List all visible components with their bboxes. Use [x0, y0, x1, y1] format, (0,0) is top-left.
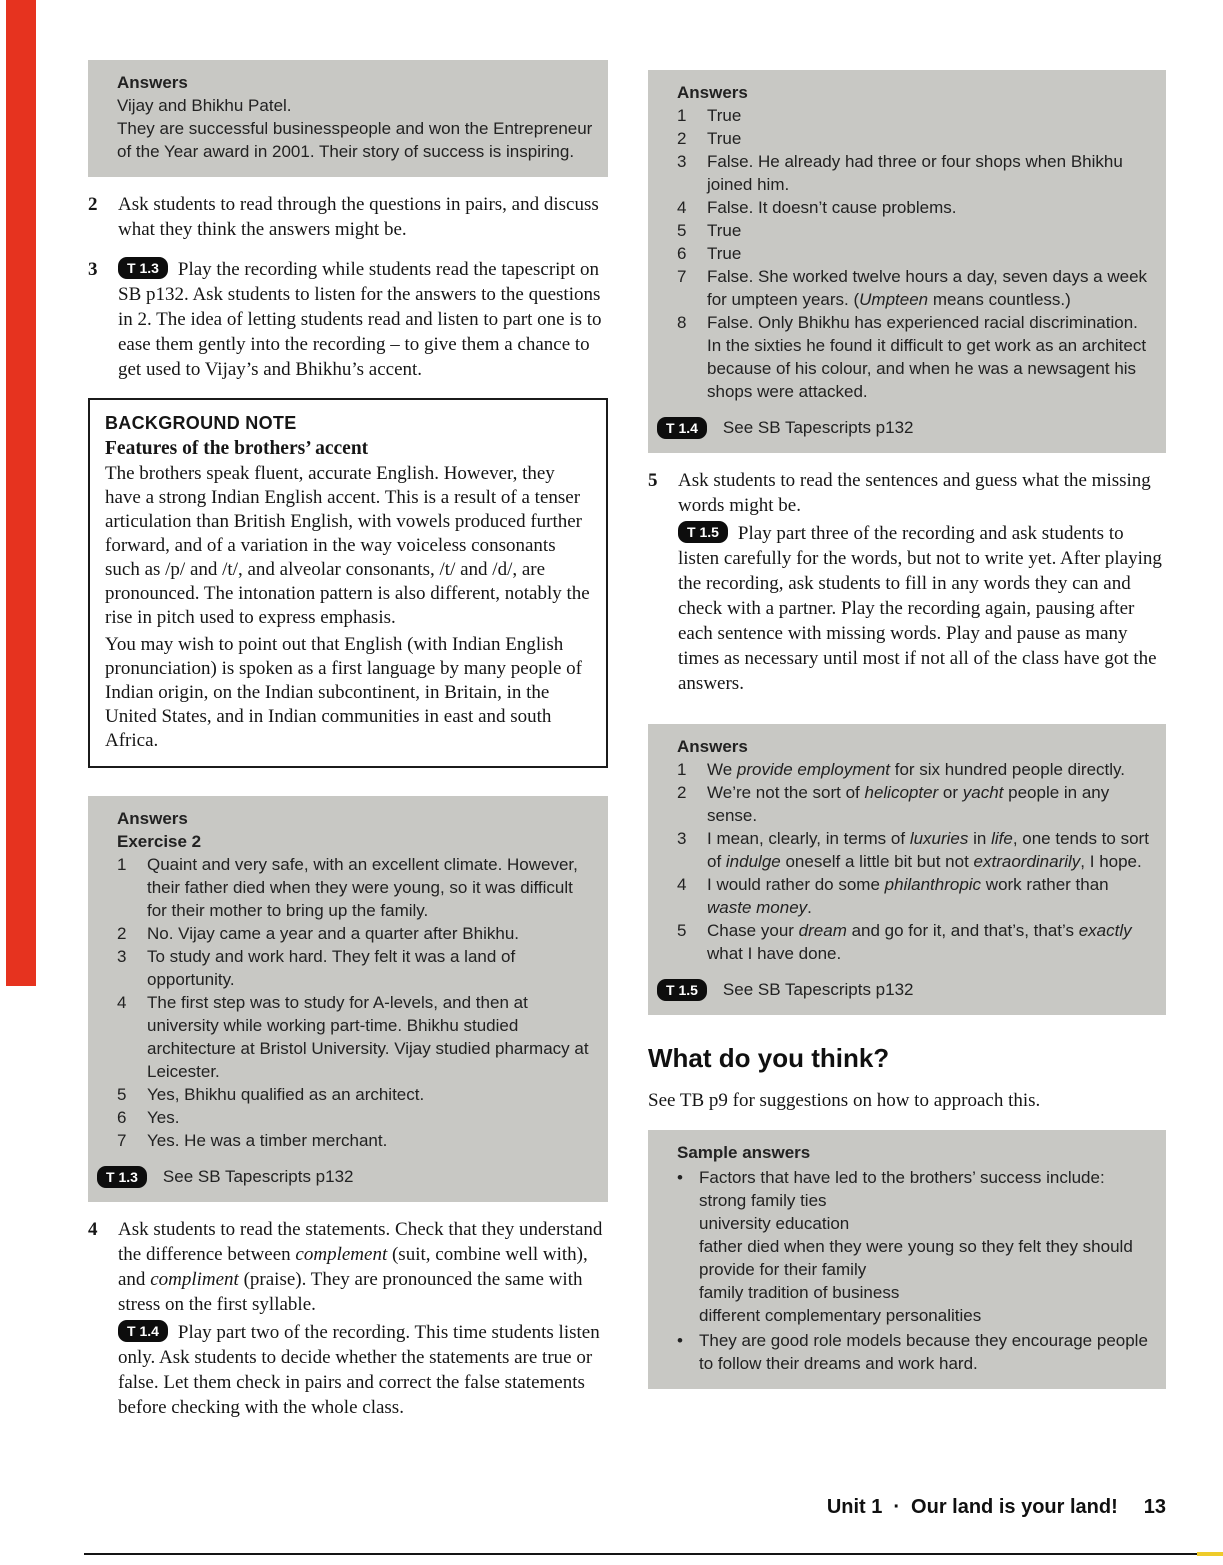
step-text	[678, 468, 1166, 696]
step-number: 2	[88, 194, 98, 215]
background-note-box	[88, 398, 608, 768]
tape-reference-text: See SB Tapescripts p132	[722, 980, 914, 999]
answer-item	[677, 311, 1152, 403]
answer-text: Yes, Bhikhu qualified as an architect.	[147, 1085, 425, 1104]
answer-item	[117, 1129, 594, 1152]
footer-separator-dot: ·	[893, 1496, 901, 1518]
answer-item	[677, 127, 1152, 150]
answer-text: True	[707, 221, 742, 240]
answer-number: 1	[677, 106, 687, 125]
answers-list	[117, 853, 594, 1152]
sample-answers-list	[677, 1166, 1152, 1375]
italic-term: life	[991, 829, 1013, 848]
italic-term: dream	[798, 921, 847, 940]
step-text	[118, 1217, 608, 1420]
tapescript-reference	[657, 416, 1152, 439]
footer-page-number: 13	[1143, 1496, 1166, 1518]
bullet-sub-line: different complementary personalities	[699, 1306, 982, 1325]
answer-item	[117, 991, 594, 1083]
paragraph: T 1.4 Play part two of the recording. This time students listen only. Ask students to decide whether the statements are true or false. Let them check in pairs and correct the false statements before checking with the whole class.	[118, 1322, 600, 1418]
answer-text: Quaint and very safe, with an excellent climate. However, their father died when they were young, so it was difficult for their mother to bring up the family.	[147, 855, 578, 920]
answer-number: 2	[117, 924, 127, 943]
answers-title: Answers	[677, 737, 748, 756]
answer-number: 7	[677, 267, 687, 286]
answer-number: 1	[677, 760, 687, 779]
paragraph: The brothers speak fluent, accurate English. However, they have a strong Indian English accent. This is a result of a tenser articulation than British English, with vowels produced further forward, and of a variation in the way voiceless consonants such as /p/ and /t/, and alveolar consonants, /t/ and /d/, are pronounced. The intonation pattern is also different, notably the rise in pitch used to express emphasis.	[105, 463, 590, 628]
tape-badge: T 1.5	[678, 521, 728, 543]
italic-term: compliment	[150, 1269, 239, 1290]
answer-number: 8	[677, 313, 687, 332]
teaching-step-4	[88, 1217, 608, 1420]
tapescript-reference	[657, 978, 1152, 1001]
tape-reference-text: See SB Tapescripts p132	[162, 1167, 354, 1186]
answers-box-true-false	[648, 70, 1166, 453]
answer-number: 7	[117, 1131, 127, 1150]
teaching-step-3	[88, 257, 608, 382]
answer-number: 3	[117, 947, 127, 966]
answer-text: False. He already had three or four shops when Bhikhu joined him.	[707, 152, 1123, 194]
bullet-sub-line: family tradition of business	[699, 1283, 900, 1302]
answer-line: Vijay and Bhikhu Patel.	[117, 96, 292, 115]
answer-item	[677, 219, 1152, 242]
teaching-step-5	[648, 468, 1166, 696]
italic-term: helicopter	[864, 783, 939, 802]
bullet-text	[699, 1166, 1152, 1327]
answer-text: To study and work hard. They felt it was a land of opportunity.	[147, 947, 516, 989]
answer-item	[117, 922, 594, 945]
footer-unit-label: Unit 1	[826, 1496, 883, 1518]
answers-title: Answers	[117, 73, 188, 92]
answers-box-exercise-2	[88, 796, 608, 1202]
answers-title: Answers	[117, 809, 188, 828]
answer-number: 5	[677, 921, 687, 940]
answers-box-lead-in	[88, 60, 608, 177]
answers-list	[677, 104, 1152, 403]
answer-text: Chase your dream and go for it, and that’s, that’s exactly what I have done.	[707, 921, 1132, 963]
answer-number: 4	[677, 875, 687, 894]
answer-item	[677, 781, 1152, 827]
answer-text: We provide employment for six hundred people directly.	[707, 760, 1125, 779]
paragraph: Ask students to read the sentences and guess what the missing words might be.	[678, 470, 1151, 516]
answer-item	[117, 1083, 594, 1106]
answer-item	[677, 873, 1152, 919]
answer-number: 1	[117, 855, 127, 874]
answer-number: 3	[677, 829, 687, 848]
answer-text: False. Only Bhikhu has experienced racial discrimination. In the sixties he found it difficult to get work as an architect because of his colour, and when he was a newsagent his shops were attacked.	[707, 313, 1147, 401]
answer-text: I mean, clearly, in terms of luxuries in life, one tends to sort of indulge oneself a little bit but not extraordinarily, I hope.	[707, 829, 1149, 871]
right-column	[648, 60, 1166, 1420]
answer-item	[677, 104, 1152, 127]
answer-number: 6	[677, 244, 687, 263]
bullet-icon: •	[677, 1168, 683, 1187]
answer-number: 6	[117, 1108, 127, 1127]
left-column	[88, 60, 608, 1420]
content-columns	[88, 60, 1166, 1420]
bullet-lead: They are good role models because they encourage people to follow their dreams and work hard.	[699, 1331, 1148, 1373]
answer-text: No. Vijay came a year and a quarter after Bhikhu.	[147, 924, 519, 943]
answer-number: 2	[677, 783, 687, 802]
bullet-item	[677, 1166, 1152, 1327]
step-number: 5	[648, 470, 658, 491]
paragraph: Ask students to read the statements. Check that they understand the difference between complement (suit, combine well with), and compliment (praise). They are pronounced the same with stress on the first syllable.	[118, 1219, 603, 1315]
paragraph: T 1.3 Play the recording while students read the tapescript on SB p132. Ask students to listen for the answers to the questions in 2. The idea of letting students read and listen to part one is to ease them gently into the recording – to give them a chance to get used to Vijay’s and Bhikhu’s accent.	[118, 259, 602, 380]
tapescript-reference	[97, 1165, 594, 1188]
answer-text: Yes.	[147, 1108, 180, 1127]
yellow-tick	[1197, 1552, 1223, 1556]
answer-number: 2	[677, 129, 687, 148]
step-number: 4	[88, 1219, 98, 1240]
step-text	[118, 257, 608, 382]
answer-item	[677, 196, 1152, 219]
bottom-rule	[84, 1553, 1223, 1555]
answers-subtitle: Exercise 2	[117, 832, 202, 851]
italic-term: complement	[295, 1244, 388, 1265]
bullet-item	[677, 1329, 1152, 1375]
answer-text: True	[707, 129, 742, 148]
tape-reference-text: See SB Tapescripts p132	[722, 418, 914, 437]
answer-text: We’re not the sort of helicopter or yacht people in any sense.	[707, 783, 1110, 825]
italic-term: indulge	[725, 852, 781, 871]
answer-item	[677, 919, 1152, 965]
background-note-text	[105, 462, 591, 753]
bullet-icon: •	[677, 1331, 683, 1350]
answer-text: Yes. He was a timber merchant.	[147, 1131, 388, 1150]
italic-term: extraordinarily	[973, 852, 1081, 871]
italic-term: philanthropic	[884, 875, 982, 894]
answer-number: 4	[117, 993, 127, 1012]
background-note-subheading: Features of the brothers’ accent	[105, 438, 369, 459]
italic-term: luxuries	[909, 829, 969, 848]
answer-text: True	[707, 106, 742, 125]
see-tb-note: See TB p9 for suggestions on how to approach this.	[648, 1090, 1041, 1111]
teaching-step-2	[88, 192, 608, 242]
what-do-you-think-heading: What do you think?	[648, 1043, 890, 1073]
answer-item	[117, 945, 594, 991]
italic-term: waste money	[707, 898, 808, 917]
answer-number: 3	[677, 152, 687, 171]
paragraph: You may wish to point out that English (with Indian English pronunciation) is spoken as a first language by many people of Indian origin, on the Indian subcontinent, in Britain, in the United States, and in Indian communities in east and south Africa.	[105, 634, 582, 751]
tape-badge-t14: T 1.4	[657, 417, 707, 439]
footer-unit-title: Our land is your land!	[911, 1496, 1118, 1518]
bullet-sub-line: strong family ties	[699, 1191, 827, 1210]
bullet-sub-line: father died when they were young so they felt they should provide for their family	[699, 1237, 1133, 1279]
answers-list	[677, 758, 1152, 965]
answer-item	[677, 758, 1152, 781]
bullet-sub-line: university education	[699, 1214, 850, 1233]
italic-term: yacht	[962, 783, 1004, 802]
answers-box-missing-words	[648, 724, 1166, 1015]
tape-badge-t15: T 1.5	[657, 979, 707, 1001]
sample-answers-title: Sample answers	[677, 1143, 811, 1162]
bullet-lead: Factors that have led to the brothers’ success include:	[699, 1168, 1105, 1187]
answer-item	[117, 853, 594, 922]
answer-text: False. It doesn’t cause problems.	[707, 198, 957, 217]
paragraph: T 1.5 Play part three of the recording and ask students to listen carefully for the words, but not to write yet. After playing the recording, ask students to fill in any words they can and check with a partner. Play the recording again, pausing after each sentence with missing words. Play and pause as many times as necessary until most if not all of the class have got the answers.	[678, 523, 1162, 694]
bullet-text	[699, 1329, 1152, 1375]
red-margin-bar	[6, 0, 36, 986]
answer-text: The first step was to study for A-levels, and then at university while working part-time. Bhikhu studied architecture at Bristol University. Vijay studied pharmacy at Leicester.	[147, 993, 589, 1081]
answers-title: Answers	[677, 83, 748, 102]
page-footer	[827, 1496, 1166, 1519]
italic-term: provide employment	[736, 760, 890, 779]
answer-number: 5	[117, 1085, 127, 1104]
answer-item	[677, 242, 1152, 265]
answer-number: 5	[677, 221, 687, 240]
answer-number: 4	[677, 198, 687, 217]
step-text	[118, 192, 608, 242]
answer-item	[677, 827, 1152, 873]
answer-item	[117, 1106, 594, 1129]
paragraph: Ask students to read through the questions in pairs, and discuss what they think the answers might be.	[118, 194, 599, 240]
answer-text: I would rather do some philanthropic work rather than waste money.	[707, 875, 1109, 917]
tape-badge: T 1.3	[118, 257, 168, 279]
background-note-heading: BACKGROUND NOTE	[105, 413, 297, 433]
answer-item	[677, 265, 1152, 311]
answer-item	[677, 150, 1152, 196]
tape-badge: T 1.4	[118, 1320, 168, 1342]
answer-text: False. She worked twelve hours a day, seven days a week for umpteen years. (Umpteen means countless.)	[707, 267, 1148, 309]
tape-badge-t13: T 1.3	[97, 1166, 147, 1188]
answer-line: They are successful businesspeople and won the Entrepreneur of the Year award in 2001. Their story of success is inspiring.	[117, 119, 593, 161]
step-number: 3	[88, 259, 98, 280]
italic-term: exactly	[1078, 921, 1132, 940]
italic-term: Umpteen	[859, 290, 929, 309]
sample-answers-box	[648, 1130, 1166, 1389]
answer-text: True	[707, 244, 742, 263]
